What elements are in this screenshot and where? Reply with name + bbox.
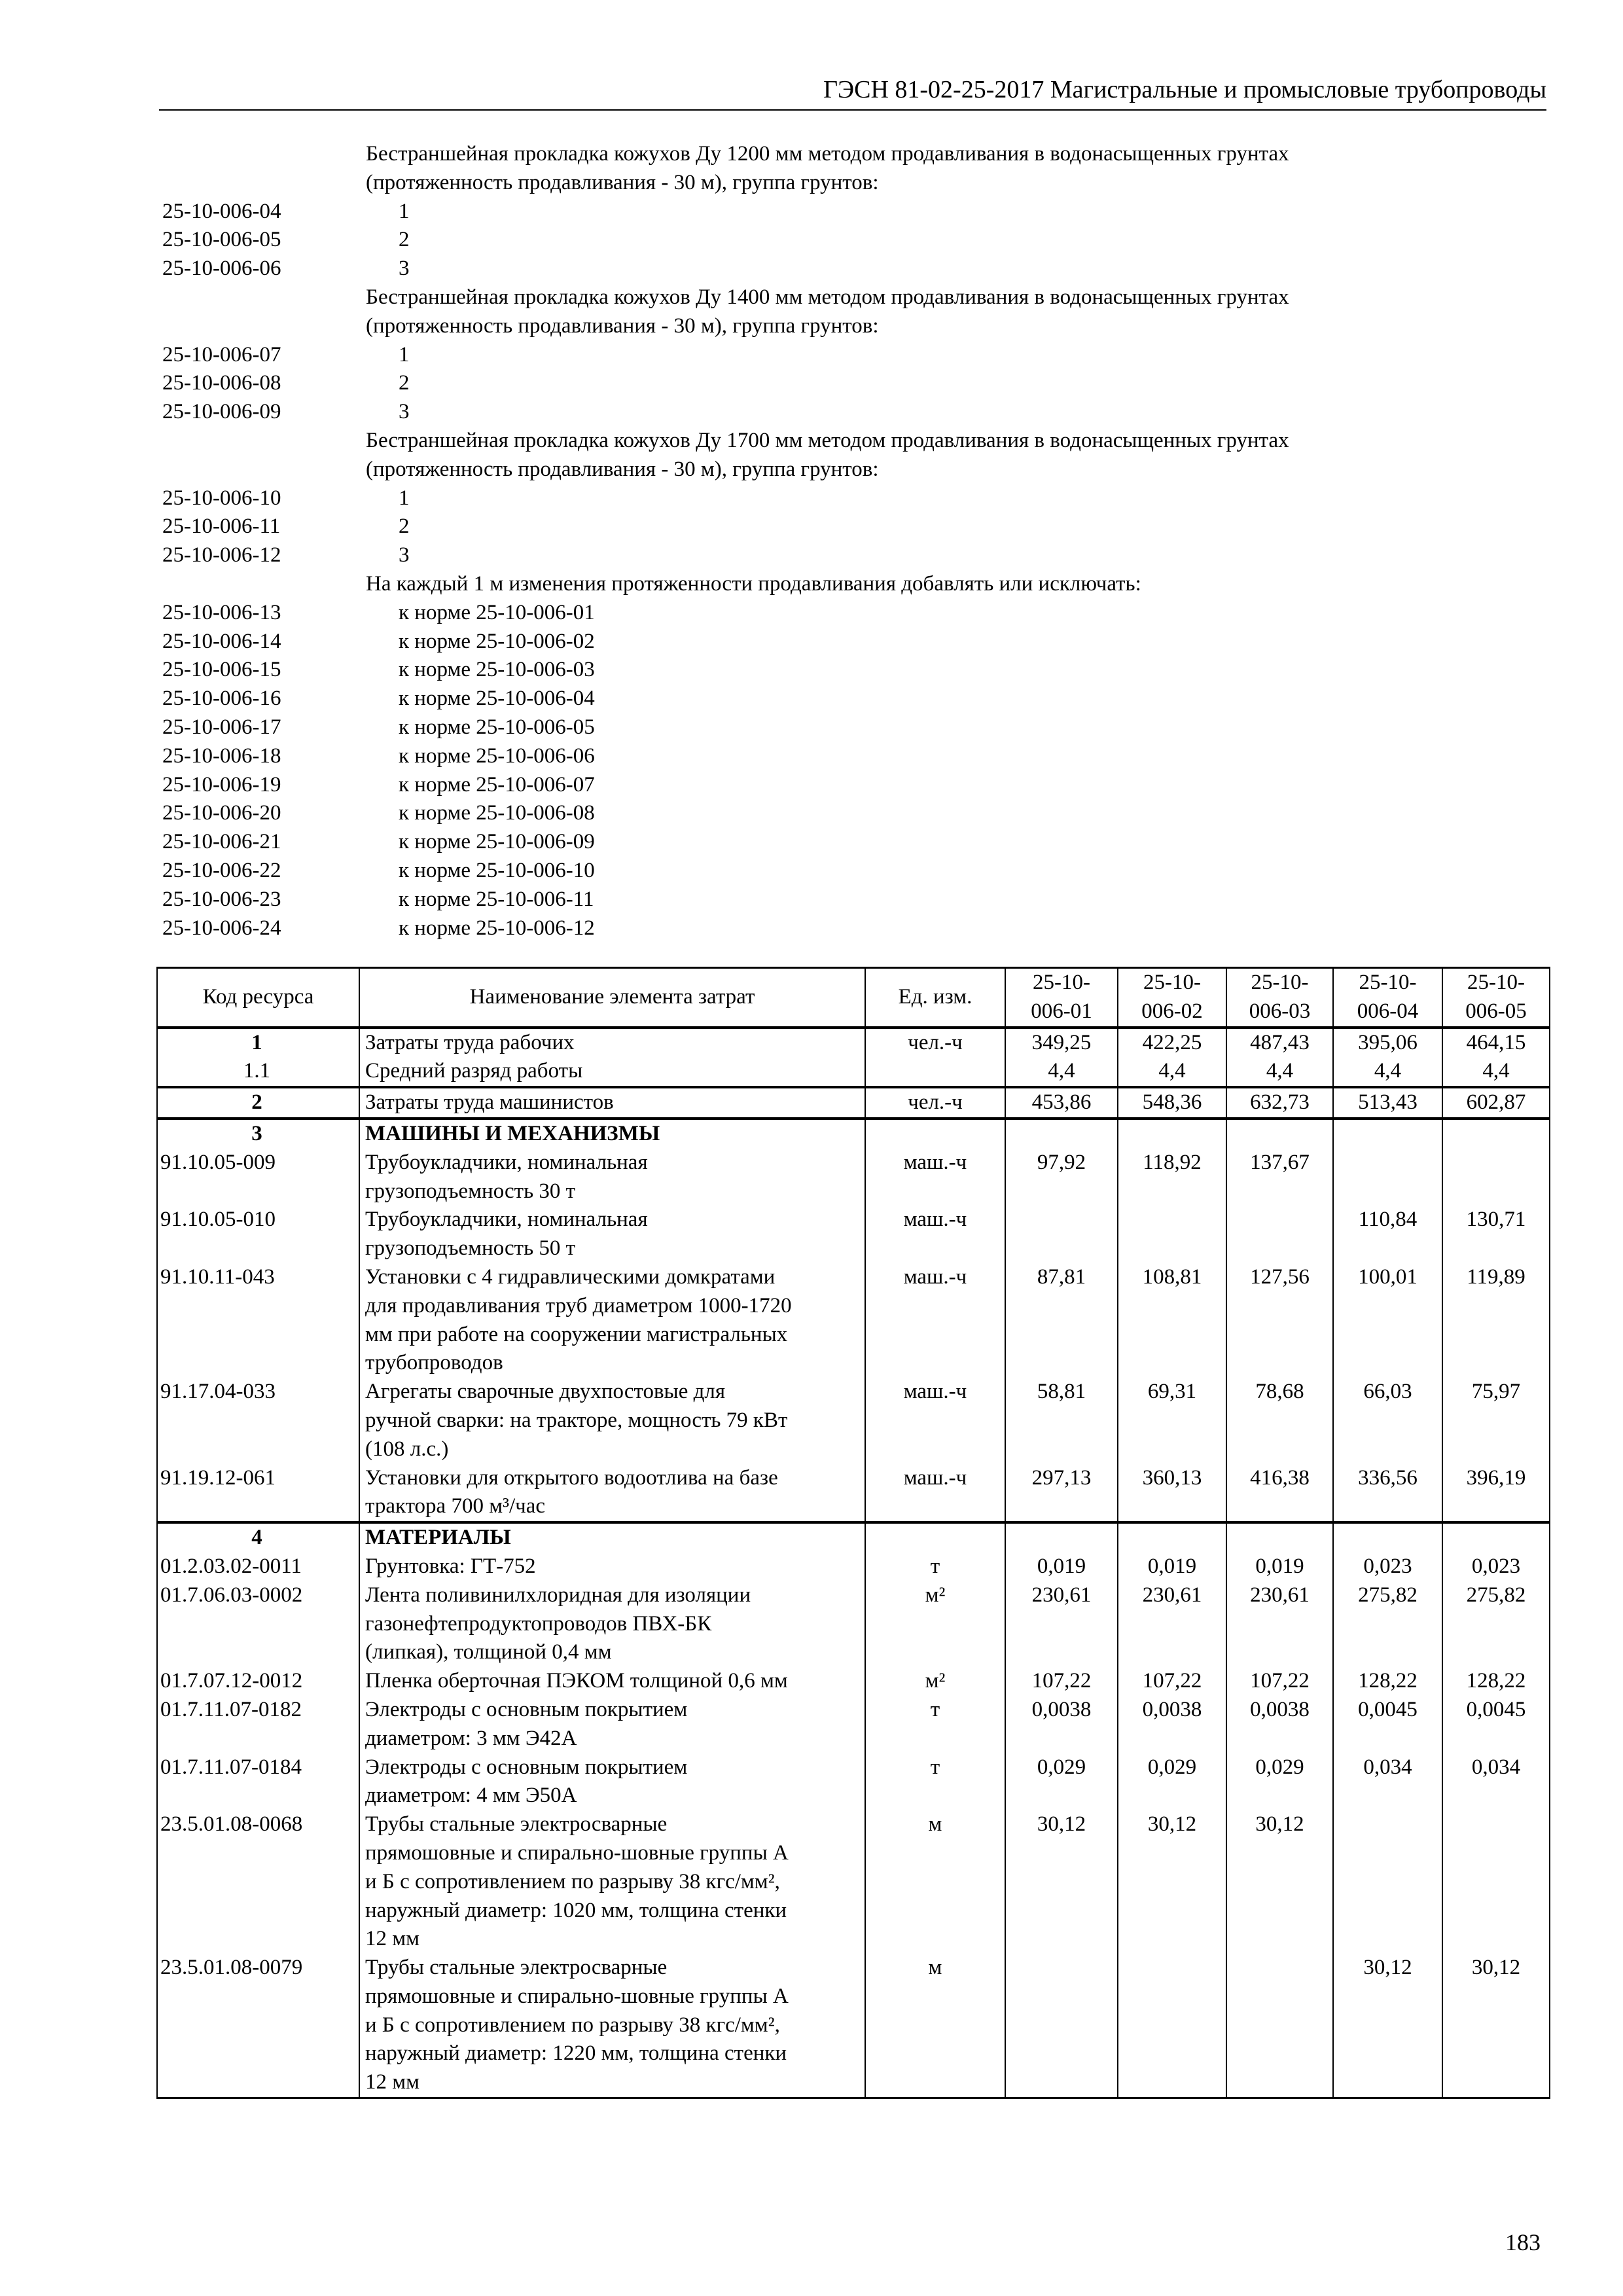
- norm-value: 464,15: [1442, 1028, 1550, 1058]
- unit: т: [865, 1552, 1005, 1581]
- norm-description: к норме 25-10-006-05: [399, 715, 595, 739]
- norm-list-line: [162, 570, 1537, 599]
- norm-list-line: [162, 283, 1537, 312]
- norm-list-line: [162, 427, 1537, 456]
- norm-value: 0,029: [1118, 1753, 1226, 1811]
- norm-code: 25-10-006-17: [162, 715, 281, 739]
- norm-value: 416,38: [1226, 1464, 1333, 1523]
- norm-value: 66,03: [1333, 1378, 1442, 1463]
- column-header: 25-10- 006-03: [1226, 968, 1333, 1028]
- norm-value: 108,81: [1118, 1263, 1226, 1378]
- cost-element-name: МАШИНЫ И МЕХАНИЗМЫ: [359, 1119, 865, 1149]
- table-row: [157, 1464, 1550, 1523]
- norm-value: 275,82: [1333, 1581, 1442, 1667]
- norm-value: 349,25: [1005, 1028, 1118, 1058]
- unit: [865, 1119, 1005, 1149]
- norm-value: 360,13: [1118, 1464, 1226, 1523]
- norm-description: 1: [399, 486, 410, 510]
- norm-code: 25-10-006-21: [162, 830, 281, 854]
- norm-value: 110,84: [1333, 1206, 1442, 1263]
- page-number: 183: [1505, 2229, 1541, 2255]
- cost-element-name: Трубоукладчики, номинальная грузоподъемность 30 т: [359, 1149, 865, 1206]
- cost-element-name: Трубы стальные электросварные прямошовные и спирально-шовные группы А и Б с сопротивлением по разрыву 38 кгс/мм², наружный диаметр: 1220 мм, толщина стенки 12 мм: [359, 1954, 865, 2098]
- norm-value: 4,4: [1442, 1057, 1550, 1087]
- norm-list-line: [162, 140, 1537, 169]
- norm-list-line: [162, 771, 1537, 800]
- norm-value: [1226, 1119, 1333, 1149]
- cost-element-name: Электроды с основным покрытием диаметром: 4 мм Э50А: [359, 1753, 865, 1811]
- norm-value: 453,86: [1005, 1087, 1118, 1119]
- norm-value: 0,029: [1226, 1753, 1333, 1811]
- running-header: ГЭСН 81-02-25-2017 Магистральные и промысловые трубопроводы: [159, 73, 1546, 111]
- norm-value: 128,22: [1442, 1667, 1550, 1696]
- table-row: [157, 1522, 1550, 1552]
- resource-code: 2: [157, 1087, 359, 1119]
- norm-value: [1333, 1149, 1442, 1206]
- resource-code: 1: [157, 1028, 359, 1058]
- norm-value: 100,01: [1333, 1263, 1442, 1378]
- norm-list-line: [162, 713, 1537, 742]
- cost-element-name: Грунтовка: ГТ-752: [359, 1552, 865, 1581]
- norm-value: 336,56: [1333, 1464, 1442, 1523]
- norm-value: 0,0038: [1226, 1696, 1333, 1753]
- norm-value: 0,0045: [1442, 1696, 1550, 1753]
- norm-value: 632,73: [1226, 1087, 1333, 1119]
- cost-element-name: Установки для открытого водоотлива на базе трактора 700 м³/час: [359, 1464, 865, 1523]
- norm-list-line: [162, 914, 1537, 943]
- table-row: [157, 1028, 1550, 1058]
- norm-value: 0,0045: [1333, 1696, 1442, 1753]
- norm-description: (протяженность продавливания - 30 м), группа грунтов:: [366, 170, 879, 194]
- norm-value: [1333, 1810, 1442, 1954]
- resource-code: 91.17.04-033: [157, 1378, 359, 1463]
- norm-list-line: [162, 541, 1537, 570]
- table-row: [157, 1552, 1550, 1581]
- norm-list-line: [162, 857, 1537, 886]
- norm-value: 0,019: [1226, 1552, 1333, 1581]
- resource-code: 91.10.11-043: [157, 1263, 359, 1378]
- resource-code: 01.7.06.03-0002: [157, 1581, 359, 1667]
- cost-element-name: Затраты труда рабочих: [359, 1028, 865, 1058]
- column-header: 25-10- 006-05: [1442, 968, 1550, 1028]
- norm-value: 513,43: [1333, 1087, 1442, 1119]
- norm-value: [1005, 1119, 1118, 1149]
- norm-value: [1226, 1954, 1333, 2098]
- norm-value: [1442, 1119, 1550, 1149]
- norm-value: 78,68: [1226, 1378, 1333, 1463]
- norm-list-line: [162, 886, 1537, 914]
- norm-description: 3: [399, 257, 410, 281]
- norm-value: 118,92: [1118, 1149, 1226, 1206]
- unit: т: [865, 1696, 1005, 1753]
- norm-value: 4,4: [1333, 1057, 1442, 1087]
- table-row: [157, 1667, 1550, 1696]
- cost-element-name: МАТЕРИАЛЫ: [359, 1522, 865, 1552]
- norm-list-line: [162, 255, 1537, 283]
- norm-value: 0,0038: [1005, 1696, 1118, 1753]
- table-header-row: [157, 968, 1550, 1028]
- norm-value: 0,023: [1442, 1552, 1550, 1581]
- norm-description: к норме 25-10-006-10: [399, 858, 595, 882]
- norm-list-line: [162, 628, 1537, 656]
- norm-value: 30,12: [1333, 1954, 1442, 2098]
- norm-description: Бестраншейная прокладка кожухов Ду 1700 мм методом продавливания в водонасыщенных грунтах: [366, 428, 1289, 452]
- norm-value: [1005, 1522, 1118, 1552]
- unit: м: [865, 1954, 1005, 2098]
- norm-value: 602,87: [1442, 1087, 1550, 1119]
- norm-value: [1333, 1119, 1442, 1149]
- norm-value: [1333, 1522, 1442, 1552]
- unit: маш.-ч: [865, 1149, 1005, 1206]
- norm-code: 25-10-006-12: [162, 543, 281, 567]
- cost-element-name: Затраты труда машинистов: [359, 1087, 865, 1119]
- norm-description: 3: [399, 543, 410, 567]
- cost-element-name: Пленка оберточная ПЭКОМ толщиной 0,6 мм: [359, 1667, 865, 1696]
- unit: [865, 1057, 1005, 1087]
- cost-element-name: Трубы стальные электросварные прямошовные и спирально-шовные группы А и Б с сопротивлением по разрыву 38 кгс/мм², наружный диаметр: 1020 мм, толщина стенки 12 мм: [359, 1810, 865, 1954]
- norm-list-line: [162, 198, 1537, 226]
- norm-value: 0,029: [1005, 1753, 1118, 1811]
- norm-description: к норме 25-10-006-11: [399, 887, 594, 911]
- norm-value: 4,4: [1118, 1057, 1226, 1087]
- norm-value: 422,25: [1118, 1028, 1226, 1058]
- norm-description: к норме 25-10-006-07: [399, 772, 595, 797]
- norm-code: 25-10-006-23: [162, 887, 281, 911]
- cost-element-name: Трубоукладчики, номинальная грузоподъемность 50 т: [359, 1206, 865, 1263]
- norm-description: На каждый 1 м изменения протяженности продавливания добавлять или исключать:: [366, 571, 1141, 596]
- norm-code: 25-10-006-06: [162, 257, 281, 281]
- norm-list-line: [162, 312, 1537, 341]
- norm-list-line: [162, 398, 1537, 427]
- unit: маш.-ч: [865, 1464, 1005, 1523]
- cost-element-name: Средний разряд работы: [359, 1057, 865, 1087]
- norm-value: 87,81: [1005, 1263, 1118, 1378]
- norm-code: 25-10-006-19: [162, 772, 281, 797]
- norm-list-line: [162, 484, 1537, 513]
- norm-value: 230,61: [1005, 1581, 1118, 1667]
- norm-value: 0,019: [1005, 1552, 1118, 1581]
- unit: чел.-ч: [865, 1028, 1005, 1058]
- norm-value: 30,12: [1226, 1810, 1333, 1954]
- norm-code: 25-10-006-16: [162, 687, 281, 711]
- norm-value: 396,19: [1442, 1464, 1550, 1523]
- unit: маш.-ч: [865, 1206, 1005, 1263]
- norm-description: к норме 25-10-006-03: [399, 658, 595, 682]
- column-header: 25-10- 006-02: [1118, 968, 1226, 1028]
- resource-code: 1.1: [157, 1057, 359, 1087]
- norm-value: [1118, 1954, 1226, 2098]
- norm-value: 75,97: [1442, 1378, 1550, 1463]
- norm-description: (протяженность продавливания - 30 м), группа грунтов:: [366, 314, 879, 338]
- unit: [865, 1522, 1005, 1552]
- norm-description: 2: [399, 514, 410, 539]
- norm-value: [1442, 1810, 1550, 1954]
- norm-value: 137,67: [1226, 1149, 1333, 1206]
- table-row: [157, 1378, 1550, 1463]
- resource-code: 91.19.12-061: [157, 1464, 359, 1523]
- norm-description: 1: [399, 342, 410, 367]
- norm-description: к норме 25-10-006-02: [399, 629, 595, 653]
- norm-list-line: [162, 369, 1537, 398]
- norm-code: 25-10-006-15: [162, 658, 281, 682]
- resource-table: [156, 967, 1550, 2099]
- resource-code: 23.5.01.08-0068: [157, 1810, 359, 1954]
- cost-element-name: Агрегаты сварочные двухпостовые для ручной сварки: на тракторе, мощность 79 кВт (108 л.с.): [359, 1378, 865, 1463]
- norm-list-line: [162, 169, 1537, 198]
- table-row: [157, 1206, 1550, 1263]
- resource-code: 4: [157, 1522, 359, 1552]
- norm-value: 4,4: [1005, 1057, 1118, 1087]
- norm-description: к норме 25-10-006-12: [399, 916, 595, 940]
- norm-value: [1005, 1954, 1118, 2098]
- column-header: Код ресурса: [157, 968, 359, 1028]
- norm-value: [1118, 1206, 1226, 1263]
- norm-code: 25-10-006-09: [162, 400, 281, 424]
- norm-description: 2: [399, 371, 410, 395]
- resource-code: 91.10.05-009: [157, 1149, 359, 1206]
- norm-list-line: [162, 599, 1537, 628]
- table-row: [157, 1149, 1550, 1206]
- cost-element-name: Установки с 4 гидравлическими домкратами для продавливания труб диаметром 1000-1720 мм при работе на сооружении магистральных трубопроводов: [359, 1263, 865, 1378]
- unit: чел.-ч: [865, 1087, 1005, 1119]
- norm-value: 0,034: [1442, 1753, 1550, 1811]
- norm-value: 127,56: [1226, 1263, 1333, 1378]
- table-row: [157, 1263, 1550, 1378]
- norm-code: 25-10-006-08: [162, 371, 281, 395]
- norm-value: 297,13: [1005, 1464, 1118, 1523]
- unit: м²: [865, 1581, 1005, 1667]
- table-row: [157, 1696, 1550, 1753]
- norm-value: 230,61: [1226, 1581, 1333, 1667]
- norm-value: 230,61: [1118, 1581, 1226, 1667]
- norm-value: [1226, 1522, 1333, 1552]
- table-row: [157, 1954, 1550, 2098]
- norm-description: Бестраншейная прокладка кожухов Ду 1200 мм методом продавливания в водонасыщенных грунтах: [366, 142, 1289, 166]
- norm-value: 119,89: [1442, 1263, 1550, 1378]
- table-row: [157, 1753, 1550, 1811]
- resource-code: 91.10.05-010: [157, 1206, 359, 1263]
- norm-description: 3: [399, 400, 410, 424]
- norm-code: 25-10-006-18: [162, 744, 281, 768]
- unit: маш.-ч: [865, 1378, 1005, 1463]
- norm-description: к норме 25-10-006-09: [399, 830, 595, 854]
- unit: маш.-ч: [865, 1263, 1005, 1378]
- norm-value: 69,31: [1118, 1378, 1226, 1463]
- column-header: 25-10- 006-04: [1333, 968, 1442, 1028]
- unit: м²: [865, 1667, 1005, 1696]
- table-row: [157, 1087, 1550, 1119]
- norm-code: 25-10-006-14: [162, 629, 281, 653]
- norm-code: 25-10-006-04: [162, 199, 281, 223]
- norm-value: 97,92: [1005, 1149, 1118, 1206]
- norm-list-line: [162, 742, 1537, 771]
- norm-description: к норме 25-10-006-06: [399, 744, 595, 768]
- norm-value: 395,06: [1333, 1028, 1442, 1058]
- norm-list-line: [162, 512, 1537, 541]
- norm-description: к норме 25-10-006-01: [399, 600, 595, 624]
- norm-list-line: [162, 828, 1537, 857]
- norm-value: 130,71: [1442, 1206, 1550, 1263]
- norm-list-line: [162, 341, 1537, 370]
- norm-value: 107,22: [1005, 1667, 1118, 1696]
- norm-description: (протяженность продавливания - 30 м), группа грунтов:: [366, 457, 879, 481]
- table-row: [157, 1057, 1550, 1087]
- norm-code: 25-10-006-20: [162, 801, 281, 825]
- norm-code: 25-10-006-05: [162, 228, 281, 252]
- cost-element-name: Лента поливинилхлоридная для изоляции газонефтепродуктопроводов ПВХ-БК (липкая), толщиной 0,4 мм: [359, 1581, 865, 1667]
- norm-value: 107,22: [1226, 1667, 1333, 1696]
- norm-value: 4,4: [1226, 1057, 1333, 1087]
- norm-list-line: [162, 656, 1537, 685]
- norm-code: 25-10-006-11: [162, 514, 281, 539]
- norm-list-line: [162, 226, 1537, 255]
- norm-value: 0,034: [1333, 1753, 1442, 1811]
- unit: т: [865, 1753, 1005, 1811]
- norm-code: 25-10-006-24: [162, 916, 281, 940]
- norm-value: [1005, 1206, 1118, 1263]
- norm-code: 25-10-006-22: [162, 858, 281, 882]
- cost-element-name: Электроды с основным покрытием диаметром: 3 мм Э42А: [359, 1696, 865, 1753]
- table-row: [157, 1581, 1550, 1667]
- resource-code: 01.7.11.07-0184: [157, 1753, 359, 1811]
- norm-value: 128,22: [1333, 1667, 1442, 1696]
- norm-value: 0,023: [1333, 1552, 1442, 1581]
- column-header: Наименование элемента затрат: [359, 968, 865, 1028]
- resource-code: 01.7.07.12-0012: [157, 1667, 359, 1696]
- norm-value: 548,36: [1118, 1087, 1226, 1119]
- norm-code: 25-10-006-07: [162, 342, 281, 367]
- norm-value: 30,12: [1005, 1810, 1118, 1954]
- norm-value: [1442, 1522, 1550, 1552]
- norm-value: [1118, 1119, 1226, 1149]
- column-header: Ед. изм.: [865, 968, 1005, 1028]
- norm-value: 107,22: [1118, 1667, 1226, 1696]
- resource-code: 3: [157, 1119, 359, 1149]
- norm-value: 30,12: [1118, 1810, 1226, 1954]
- norm-code: 25-10-006-10: [162, 486, 281, 510]
- norm-value: 0,0038: [1118, 1696, 1226, 1753]
- resource-code: 01.7.11.07-0182: [157, 1696, 359, 1753]
- norm-description: к норме 25-10-006-04: [399, 687, 595, 711]
- table-row: [157, 1810, 1550, 1954]
- unit: м: [865, 1810, 1005, 1954]
- norm-description: к норме 25-10-006-08: [399, 801, 595, 825]
- norm-code: 25-10-006-13: [162, 600, 281, 624]
- norm-value: 0,019: [1118, 1552, 1226, 1581]
- resource-code: 23.5.01.08-0079: [157, 1954, 359, 2098]
- norm-value: 58,81: [1005, 1378, 1118, 1463]
- norm-description: 1: [399, 199, 410, 223]
- column-header: 25-10- 006-01: [1005, 968, 1118, 1028]
- resource-code: 01.2.03.02-0011: [157, 1552, 359, 1581]
- norm-value: [1442, 1149, 1550, 1206]
- norm-list-line: [162, 456, 1537, 484]
- norm-list: [162, 140, 1537, 942]
- norm-list-line: [162, 799, 1537, 828]
- table-row: [157, 1119, 1550, 1149]
- norm-value: [1118, 1522, 1226, 1552]
- norm-list-line: [162, 685, 1537, 713]
- norm-value: 487,43: [1226, 1028, 1333, 1058]
- norm-value: [1226, 1206, 1333, 1263]
- norm-value: 275,82: [1442, 1581, 1550, 1667]
- norm-value: 30,12: [1442, 1954, 1550, 2098]
- norm-description: 2: [399, 228, 410, 252]
- norm-description: Бестраншейная прокладка кожухов Ду 1400 мм методом продавливания в водонасыщенных грунтах: [366, 285, 1289, 309]
